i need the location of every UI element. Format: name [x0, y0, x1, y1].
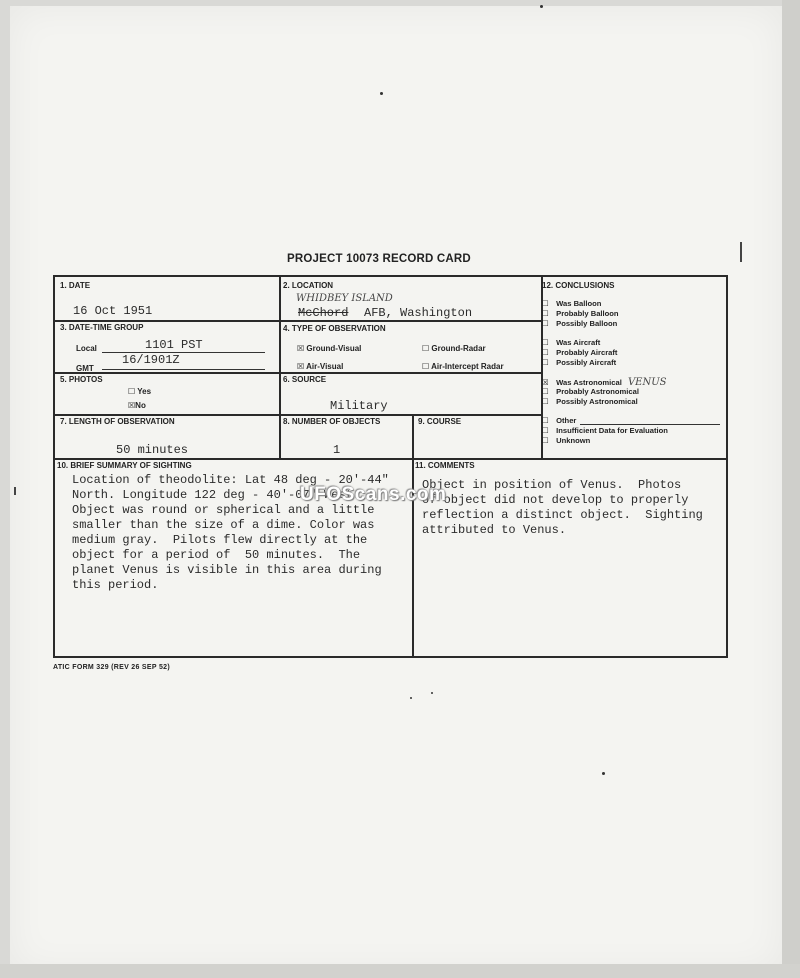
source-label: 6. SOURCE	[283, 375, 327, 384]
conclusion-possibly-aircraft: ☐ Possibly Aircraft	[542, 358, 617, 367]
unchecked-box-icon: ☐	[422, 344, 430, 353]
conclusion-probably-aircraft: ☐ Probably Aircraft	[542, 348, 618, 357]
conclusion-probably-balloon: ☐ Probably Balloon	[542, 309, 619, 318]
conclusion-probably-astronomical: ☐ Probably Astronomical	[542, 387, 639, 396]
summary-line: Object was round or spherical and a little	[72, 503, 375, 517]
number-of-objects-label: 8. NUMBER OF OBJECTS	[283, 417, 381, 426]
date-label: 1. DATE	[60, 281, 91, 290]
option-ground-radar: ☐ Ground-Radar	[422, 344, 486, 353]
option-ground-visual: ☒ Ground-Visual	[297, 344, 362, 353]
local-time-value: 1101 PST	[145, 338, 203, 352]
other-underline	[580, 424, 720, 425]
conclusions-label: 12. CONCLUSIONS	[542, 281, 615, 290]
source-value: Military	[330, 399, 388, 413]
summary-line: smaller than the size of a dime. Color was	[72, 518, 375, 532]
number-of-objects-value: 1	[333, 443, 341, 457]
option-air-visual: ☒ Air-Visual	[297, 362, 344, 371]
unchecked-box-icon: ☐	[542, 436, 549, 445]
summary-line: this period.	[72, 578, 159, 592]
comments-line: Object in position of Venus. Photos	[422, 478, 682, 492]
gmt-underline	[102, 369, 265, 370]
photos-no: ☒No	[128, 401, 146, 410]
local-label: Local	[76, 344, 97, 353]
summary-line: object for a period of 50 minutes. The	[72, 548, 361, 562]
gmt-time-value: 16/1901Z	[122, 353, 180, 367]
venus-handwritten: VENUS	[627, 377, 667, 388]
conclusion-possibly-balloon: ☐ Possibly Balloon	[542, 319, 618, 328]
unchecked-box-icon: ☐	[542, 416, 549, 425]
unchecked-box-icon: ☐	[422, 362, 430, 371]
unchecked-box-icon: ☐	[542, 397, 549, 406]
unchecked-box-icon: ☐	[542, 387, 549, 396]
unchecked-box-icon: ☐	[542, 348, 549, 357]
unchecked-box-icon: ☐	[542, 426, 549, 435]
option-air-intercept-radar: ☐ Air-Intercept Radar	[422, 362, 504, 371]
unchecked-box-icon: ☐	[542, 309, 549, 318]
location-label: 2. LOCATION	[283, 281, 334, 290]
unchecked-box-icon: ☐	[542, 338, 549, 347]
unchecked-box-icon: ☐	[542, 319, 549, 328]
checked-box-icon: ☒	[297, 362, 305, 371]
scan-edge-bottom	[0, 964, 800, 978]
scan-edge-right	[782, 0, 800, 978]
photos-label: 5. PHOTOS	[60, 375, 103, 384]
comments-line: attributed to Venus.	[422, 523, 567, 537]
summary-line: Location of theodolite: Lat 48 deg - 20'-44"	[72, 473, 389, 487]
conclusion-was-balloon: ☐ Was Balloon	[542, 299, 602, 308]
photos-yes: ☐ Yes	[128, 387, 152, 396]
conclusion-possibly-astronomical: ☐ Possibly Astronomical	[542, 397, 638, 406]
scan-mark	[740, 242, 742, 262]
length-label: 7. LENGTH OF OBSERVATION	[60, 417, 175, 426]
dust-speck	[540, 5, 543, 8]
comments-line: of object did not develop to properly	[422, 493, 689, 507]
unchecked-box-icon: ☐	[542, 358, 549, 367]
conclusion-unknown: ☐ Unknown	[542, 436, 591, 445]
dust-speck	[431, 692, 433, 694]
comments-label: 11. COMMENTS	[415, 461, 475, 470]
unchecked-box-icon: ☐	[128, 387, 136, 396]
location-struck-text: McChord	[298, 306, 349, 320]
checked-box-icon: ☒	[542, 378, 549, 387]
conclusion-was-astronomical: ☒ Was Astronomical VENUS	[542, 377, 667, 388]
course-label: 9. COURSE	[418, 417, 462, 426]
checked-box-icon: ☒	[128, 401, 136, 410]
conclusion-other: ☐ Other	[542, 416, 577, 425]
watermark: UFOScans.com	[300, 484, 447, 505]
length-value: 50 minutes	[116, 443, 189, 457]
type-of-observation-label: 4. TYPE OF OBSERVATION	[283, 324, 386, 333]
summary-line: planet Venus is visible in this area during	[72, 563, 382, 577]
card-title: PROJECT 10073 RECORD CARD	[287, 253, 471, 265]
dust-speck	[410, 697, 412, 699]
dust-speck	[602, 772, 605, 775]
conclusion-insufficient-data: ☐ Insufficient Data for Evaluation	[542, 426, 668, 435]
unchecked-box-icon: ☐	[542, 299, 549, 308]
conclusion-was-aircraft: ☐ Was Aircraft	[542, 338, 601, 347]
scan-mark	[14, 487, 16, 495]
datetime-group-label: 3. DATE-TIME GROUP	[60, 323, 144, 332]
summary-label: 10. BRIEF SUMMARY OF SIGHTING	[57, 461, 192, 470]
checked-box-icon: ☒	[297, 344, 305, 353]
comments-line: reflection a distinct object. Sighting	[422, 508, 703, 522]
gmt-label: GMT	[76, 364, 94, 373]
summary-line: North. Longitude 122 deg - 40'-07" West.	[72, 488, 361, 502]
location-value: AFB, Washington	[364, 306, 473, 320]
dust-speck	[380, 92, 383, 95]
summary-line: medium gray. Pilots flew directly at the	[72, 533, 368, 547]
form-footer: ATIC FORM 329 (REV 26 SEP 52)	[53, 664, 170, 671]
date-value: 16 Oct 1951	[73, 304, 153, 318]
location-handwritten: WHIDBEY ISLAND	[296, 293, 393, 304]
